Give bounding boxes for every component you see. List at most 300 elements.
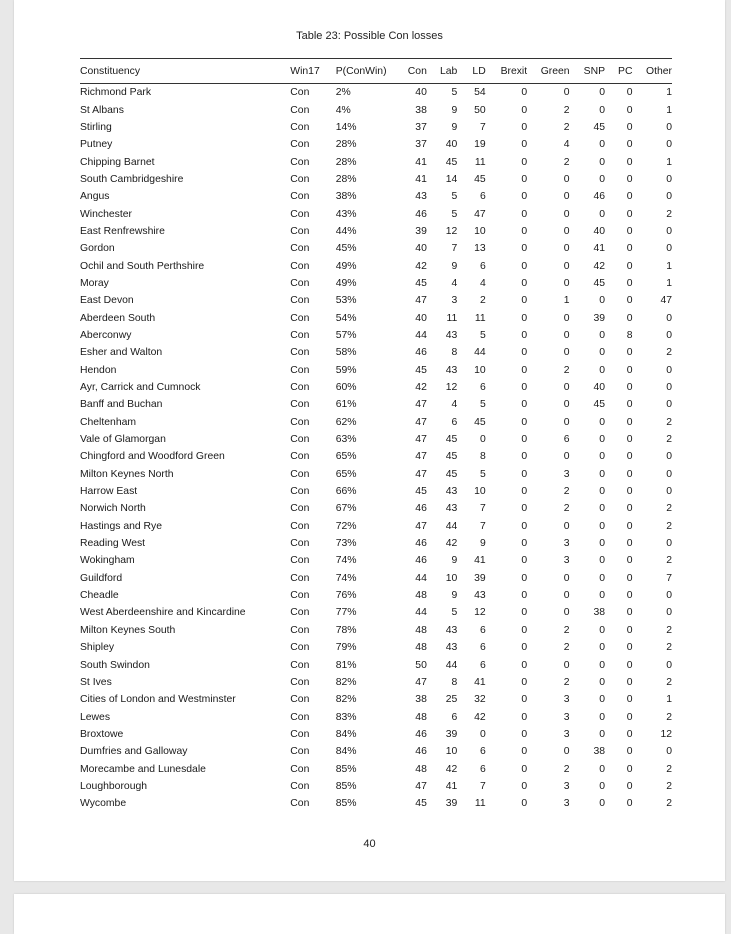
cell-ld: 6 xyxy=(479,763,486,775)
cell-p-conwin: 85% xyxy=(335,763,357,775)
cell-other: 2 xyxy=(666,503,672,515)
cell-brexit: 0 xyxy=(521,607,528,619)
cell-constituency: Hendon xyxy=(80,364,117,376)
cell-other: 2 xyxy=(666,624,672,636)
cell-snp: 0 xyxy=(599,434,606,446)
cell-lab: 7 xyxy=(451,243,458,255)
cell-lab: 4 xyxy=(451,399,458,411)
cell-other: 2 xyxy=(666,208,672,220)
cell-lab: 45 xyxy=(445,451,458,463)
cell-p-conwin: 76% xyxy=(335,590,357,602)
cell-ld: 41 xyxy=(474,555,486,567)
cell-other: 0 xyxy=(666,451,672,463)
cell-green: 0 xyxy=(563,416,570,428)
cell-pc: 0 xyxy=(626,347,633,359)
cell-con: 47 xyxy=(415,468,427,480)
cell-other: 2 xyxy=(666,798,672,810)
cell-constituency: Putney xyxy=(80,139,113,151)
cell-green: 0 xyxy=(563,225,570,237)
cell-snp: 0 xyxy=(599,364,606,376)
cell-ld: 2 xyxy=(479,295,486,307)
cell-snp: 0 xyxy=(599,87,606,99)
cell-con: 46 xyxy=(415,538,427,550)
header-other: Other xyxy=(632,59,672,84)
cell-pc: 0 xyxy=(626,87,633,99)
cell-green: 0 xyxy=(563,590,570,602)
cell-ld: 45 xyxy=(474,173,486,185)
cell-constituency: Angus xyxy=(80,191,110,203)
cell-brexit: 0 xyxy=(521,434,528,446)
cell-pc: 0 xyxy=(626,173,633,185)
cell-other: 0 xyxy=(666,659,672,671)
cell-constituency: Chingford and Woodford Green xyxy=(80,451,225,463)
cell-other: 2 xyxy=(666,555,672,567)
cell-other: 2 xyxy=(666,434,672,446)
cell-ld: 7 xyxy=(479,520,486,532)
cell-p-conwin: 2% xyxy=(335,87,351,99)
cell-pc: 0 xyxy=(626,572,633,584)
cell-brexit: 0 xyxy=(521,780,528,792)
table-row xyxy=(80,778,672,795)
cell-other: 0 xyxy=(666,364,672,376)
cell-win17: Con xyxy=(290,295,310,307)
cell-pc: 0 xyxy=(626,451,633,463)
cell-lab: 3 xyxy=(451,295,458,307)
cell-ld: 11 xyxy=(474,156,486,168)
cell-snp: 38 xyxy=(593,746,606,758)
table-row xyxy=(80,414,672,431)
table-row xyxy=(80,760,672,777)
cell-pc: 0 xyxy=(626,694,633,706)
cell-brexit: 0 xyxy=(521,711,528,723)
cell-green: 3 xyxy=(563,538,570,550)
cell-other: 0 xyxy=(666,243,672,255)
cell-snp: 0 xyxy=(599,798,606,810)
cell-green: 3 xyxy=(563,711,570,723)
cell-constituency: Ayr, Carrick and Cumnock xyxy=(80,382,201,394)
cell-other: 2 xyxy=(666,780,672,792)
cell-win17: Con xyxy=(290,382,310,394)
table-row xyxy=(80,674,672,691)
cell-green: 0 xyxy=(563,243,570,255)
cell-brexit: 0 xyxy=(521,468,528,480)
cell-green: 2 xyxy=(563,156,570,168)
cell-snp: 42 xyxy=(593,260,606,272)
cell-snp: 0 xyxy=(599,676,606,688)
cell-ld: 4 xyxy=(479,277,486,289)
cell-pc: 0 xyxy=(626,503,633,515)
cell-pc: 0 xyxy=(626,607,633,619)
cell-green: 3 xyxy=(563,555,570,567)
cell-pc: 0 xyxy=(626,399,633,411)
cell-win17: Con xyxy=(290,347,310,359)
table-row xyxy=(80,205,672,222)
cell-p-conwin: 84% xyxy=(335,746,357,758)
cell-p-conwin: 57% xyxy=(335,329,357,341)
cell-other: 1 xyxy=(666,694,672,706)
table-row xyxy=(80,292,672,309)
cell-other: 2 xyxy=(666,520,672,532)
table-row xyxy=(80,466,672,483)
table-row xyxy=(80,188,672,205)
table-row xyxy=(80,431,672,448)
cell-brexit: 0 xyxy=(521,295,528,307)
cell-con: 37 xyxy=(415,121,427,133)
con-losses-table xyxy=(80,58,672,812)
cell-other: 0 xyxy=(666,121,672,133)
cell-green: 0 xyxy=(563,329,570,341)
cell-pc: 0 xyxy=(626,434,633,446)
cell-lab: 11 xyxy=(446,312,458,324)
table-row xyxy=(80,119,672,136)
cell-snp: 0 xyxy=(599,780,606,792)
cell-green: 2 xyxy=(563,486,570,498)
cell-green: 2 xyxy=(563,121,570,133)
cell-p-conwin: 63% xyxy=(335,434,357,446)
table-row xyxy=(80,101,672,118)
cell-pc: 8 xyxy=(626,329,633,341)
cell-p-conwin: 14% xyxy=(335,121,357,133)
cell-p-conwin: 65% xyxy=(335,451,357,463)
table-row xyxy=(80,257,672,274)
cell-pc: 0 xyxy=(626,277,633,289)
cell-win17: Con xyxy=(290,260,310,272)
cell-lab: 9 xyxy=(451,590,458,602)
cell-ld: 7 xyxy=(479,503,486,515)
cell-lab: 44 xyxy=(445,520,458,532)
table-row xyxy=(80,552,672,569)
cell-win17: Con xyxy=(290,225,310,237)
cell-constituency: Broxtowe xyxy=(80,728,124,740)
cell-constituency: East Renfrewshire xyxy=(80,225,165,237)
cell-con: 48 xyxy=(415,763,427,775)
cell-constituency: Dumfries and Galloway xyxy=(80,746,188,758)
cell-pc: 0 xyxy=(626,225,633,237)
cell-ld: 13 xyxy=(474,243,486,255)
cell-constituency: Esher and Walton xyxy=(80,347,163,359)
cell-p-conwin: 83% xyxy=(335,711,357,723)
cell-lab: 9 xyxy=(451,104,458,116)
cell-lab: 39 xyxy=(445,728,458,740)
cell-lab: 10 xyxy=(445,572,458,584)
cell-pc: 0 xyxy=(626,676,633,688)
cell-win17: Con xyxy=(290,416,310,428)
cell-lab: 5 xyxy=(451,607,458,619)
cell-brexit: 0 xyxy=(521,87,528,99)
cell-constituency: Milton Keynes South xyxy=(80,624,176,636)
cell-other: 0 xyxy=(666,329,672,341)
cell-pc: 0 xyxy=(626,312,633,324)
table-row xyxy=(80,604,672,621)
cell-constituency: Guildford xyxy=(80,572,123,584)
cell-snp: 39 xyxy=(593,312,606,324)
cell-other: 47 xyxy=(660,295,672,307)
cell-green: 0 xyxy=(563,173,570,185)
cell-green: 0 xyxy=(563,191,570,203)
cell-lab: 42 xyxy=(445,538,458,550)
cell-other: 12 xyxy=(660,728,672,740)
cell-win17: Con xyxy=(290,694,310,706)
cell-lab: 12 xyxy=(445,382,458,394)
cell-pc: 0 xyxy=(626,364,633,376)
cell-con: 46 xyxy=(415,208,427,220)
cell-constituency: Norwich North xyxy=(80,503,146,515)
cell-snp: 0 xyxy=(599,555,606,567)
cell-green: 3 xyxy=(563,728,570,740)
cell-lab: 43 xyxy=(445,364,458,376)
cell-win17: Con xyxy=(290,156,310,168)
cell-p-conwin: 78% xyxy=(335,624,357,636)
header-pc: PC xyxy=(605,59,632,84)
cell-constituency: Gordon xyxy=(80,243,115,255)
cell-constituency: St Ives xyxy=(80,676,112,688)
cell-brexit: 0 xyxy=(521,382,528,394)
cell-p-conwin: 85% xyxy=(335,798,357,810)
cell-green: 2 xyxy=(563,763,570,775)
cell-green: 0 xyxy=(563,451,570,463)
cell-lab: 6 xyxy=(451,416,458,428)
cell-snp: 0 xyxy=(599,538,606,550)
cell-green: 0 xyxy=(563,277,570,289)
cell-win17: Con xyxy=(290,191,310,203)
cell-brexit: 0 xyxy=(521,590,528,602)
cell-brexit: 0 xyxy=(521,329,528,341)
cell-lab: 4 xyxy=(451,277,458,289)
cell-win17: Con xyxy=(290,121,310,133)
cell-snp: 0 xyxy=(599,711,606,723)
cell-pc: 0 xyxy=(626,798,633,810)
cell-p-conwin: 53% xyxy=(335,295,357,307)
cell-brexit: 0 xyxy=(521,347,528,359)
cell-snp: 46 xyxy=(593,191,606,203)
cell-green: 2 xyxy=(563,676,570,688)
cell-pc: 0 xyxy=(626,243,633,255)
cell-constituency: Morecambe and Lunesdale xyxy=(80,763,206,775)
cell-brexit: 0 xyxy=(521,225,528,237)
table-row xyxy=(80,795,672,812)
header-con: Con xyxy=(399,59,427,84)
cell-win17: Con xyxy=(290,572,310,584)
cell-p-conwin: 28% xyxy=(335,156,357,168)
cell-con: 47 xyxy=(415,434,427,446)
table-row xyxy=(80,622,672,639)
cell-lab: 45 xyxy=(445,434,458,446)
cell-other: 2 xyxy=(666,763,672,775)
cell-lab: 9 xyxy=(451,260,458,272)
cell-brexit: 0 xyxy=(521,191,528,203)
cell-p-conwin: 58% xyxy=(335,347,357,359)
page-number: 40 xyxy=(363,838,376,850)
table-row xyxy=(80,379,672,396)
cell-lab: 5 xyxy=(451,191,458,203)
cell-other: 1 xyxy=(666,104,672,116)
cell-ld: 39 xyxy=(474,572,486,584)
cell-con: 44 xyxy=(415,572,427,584)
cell-snp: 0 xyxy=(599,572,606,584)
cell-pc: 0 xyxy=(626,624,633,636)
cell-brexit: 0 xyxy=(521,538,528,550)
cell-brexit: 0 xyxy=(521,260,528,272)
cell-win17: Con xyxy=(290,486,310,498)
cell-green: 2 xyxy=(563,624,570,636)
cell-win17: Con xyxy=(290,642,310,654)
cell-pc: 0 xyxy=(626,659,633,671)
cell-snp: 0 xyxy=(599,642,606,654)
cell-brexit: 0 xyxy=(521,156,528,168)
cell-lab: 42 xyxy=(445,763,458,775)
cell-constituency: Vale of Glamorgan xyxy=(80,434,166,446)
table-body xyxy=(80,84,672,813)
cell-ld: 54 xyxy=(474,87,486,99)
cell-snp: 0 xyxy=(599,416,606,428)
cell-ld: 41 xyxy=(474,676,486,688)
cell-constituency: Richmond Park xyxy=(80,87,152,99)
cell-other: 0 xyxy=(666,486,672,498)
cell-lab: 45 xyxy=(445,156,458,168)
cell-win17: Con xyxy=(290,87,310,99)
cell-pc: 0 xyxy=(626,520,633,532)
cell-ld: 6 xyxy=(479,642,486,654)
cell-con: 38 xyxy=(415,104,427,116)
cell-snp: 45 xyxy=(593,121,606,133)
cell-other: 0 xyxy=(666,173,672,185)
cell-win17: Con xyxy=(290,607,310,619)
cell-green: 0 xyxy=(563,659,570,671)
cell-win17: Con xyxy=(290,208,310,220)
cell-con: 45 xyxy=(415,486,427,498)
cell-brexit: 0 xyxy=(521,277,528,289)
header-ld: LD xyxy=(457,59,485,84)
cell-ld: 6 xyxy=(479,659,486,671)
cell-brexit: 0 xyxy=(521,139,528,151)
cell-pc: 0 xyxy=(626,382,633,394)
cell-brexit: 0 xyxy=(521,416,528,428)
cell-brexit: 0 xyxy=(521,121,528,133)
table-row xyxy=(80,448,672,465)
cell-snp: 0 xyxy=(599,763,606,775)
table-row xyxy=(80,535,672,552)
cell-lab: 43 xyxy=(445,486,458,498)
cell-pc: 0 xyxy=(626,416,633,428)
cell-snp: 0 xyxy=(599,486,606,498)
cell-con: 40 xyxy=(415,87,427,99)
cell-other: 2 xyxy=(666,642,672,654)
cell-constituency: Reading West xyxy=(80,538,146,550)
cell-pc: 0 xyxy=(626,728,633,740)
cell-snp: 45 xyxy=(593,399,606,411)
cell-ld: 5 xyxy=(479,399,486,411)
cell-con: 48 xyxy=(415,711,427,723)
cell-other: 1 xyxy=(666,87,672,99)
cell-snp: 0 xyxy=(599,520,606,532)
cell-p-conwin: 79% xyxy=(335,642,357,654)
cell-ld: 6 xyxy=(479,382,486,394)
cell-green: 2 xyxy=(563,364,570,376)
cell-con: 43 xyxy=(415,191,427,203)
cell-constituency: South Swindon xyxy=(80,659,150,671)
cell-green: 0 xyxy=(563,399,570,411)
header-brexit: Brexit xyxy=(486,59,527,84)
cell-p-conwin: 54% xyxy=(335,312,357,324)
cell-snp: 0 xyxy=(599,590,606,602)
cell-win17: Con xyxy=(290,798,310,810)
cell-other: 0 xyxy=(666,607,672,619)
cell-lab: 9 xyxy=(451,555,458,567)
cell-win17: Con xyxy=(290,277,310,289)
cell-lab: 5 xyxy=(451,87,458,99)
cell-con: 38 xyxy=(415,694,427,706)
cell-ld: 10 xyxy=(474,486,486,498)
cell-ld: 45 xyxy=(474,416,486,428)
cell-con: 40 xyxy=(415,243,427,255)
cell-brexit: 0 xyxy=(521,624,528,636)
cell-ld: 6 xyxy=(479,746,486,758)
cell-p-conwin: 60% xyxy=(335,382,357,394)
cell-ld: 8 xyxy=(479,451,486,463)
cell-con: 42 xyxy=(415,382,427,394)
cell-con: 46 xyxy=(415,728,427,740)
table-caption: Table 23: Possible Con losses xyxy=(296,30,443,42)
cell-pc: 0 xyxy=(626,156,633,168)
cell-brexit: 0 xyxy=(521,694,528,706)
cell-win17: Con xyxy=(290,434,310,446)
cell-p-conwin: 72% xyxy=(335,520,357,532)
cell-other: 0 xyxy=(666,139,672,151)
cell-constituency: Shipley xyxy=(80,642,115,654)
table-row xyxy=(80,587,672,604)
cell-p-conwin: 61% xyxy=(335,399,357,411)
cell-green: 0 xyxy=(563,347,570,359)
cell-con: 44 xyxy=(415,329,427,341)
table-row xyxy=(80,362,672,379)
cell-con: 48 xyxy=(415,642,427,654)
cell-con: 44 xyxy=(415,607,427,619)
cell-win17: Con xyxy=(290,139,310,151)
cell-lab: 45 xyxy=(445,468,458,480)
cell-brexit: 0 xyxy=(521,364,528,376)
cell-constituency: Cities of London and Westminster xyxy=(80,694,236,706)
cell-con: 39 xyxy=(415,225,427,237)
cell-green: 0 xyxy=(563,208,570,220)
cell-other: 0 xyxy=(666,382,672,394)
cell-lab: 25 xyxy=(445,694,458,706)
cell-constituency: Harrow East xyxy=(80,486,138,498)
cell-con: 48 xyxy=(415,624,427,636)
cell-win17: Con xyxy=(290,711,310,723)
cell-con: 45 xyxy=(415,364,427,376)
cell-win17: Con xyxy=(290,173,310,185)
table-row xyxy=(80,84,672,102)
cell-brexit: 0 xyxy=(521,503,528,515)
cell-win17: Con xyxy=(290,590,310,602)
cell-pc: 0 xyxy=(626,121,633,133)
cell-snp: 0 xyxy=(599,104,606,116)
cell-brexit: 0 xyxy=(521,659,528,671)
cell-con: 47 xyxy=(415,295,427,307)
cell-p-conwin: 73% xyxy=(335,538,357,550)
cell-ld: 0 xyxy=(479,434,486,446)
cell-p-conwin: 38% xyxy=(335,191,357,203)
table-row xyxy=(80,743,672,760)
cell-pc: 0 xyxy=(626,486,633,498)
cell-constituency: Aberconwy xyxy=(80,329,132,341)
cell-lab: 12 xyxy=(445,225,458,237)
cell-green: 0 xyxy=(563,746,570,758)
cell-brexit: 0 xyxy=(521,173,528,185)
cell-other: 0 xyxy=(666,312,672,324)
cell-ld: 12 xyxy=(474,607,486,619)
cell-other: 2 xyxy=(666,676,672,688)
